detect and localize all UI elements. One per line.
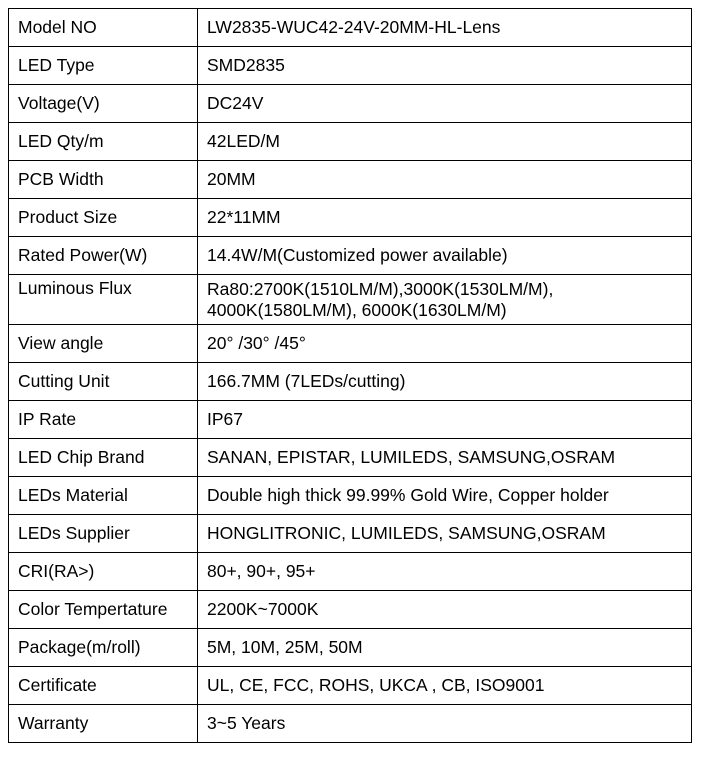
table-row: [9, 401, 692, 439]
row-label: Warranty: [9, 705, 198, 743]
row-value: UL, CE, FCC, ROHS, UKCA , CB, ISO9001: [198, 667, 692, 705]
row-label: LEDs Material: [9, 477, 198, 515]
table-row: [9, 275, 692, 325]
row-value: 2200K~7000K: [198, 591, 692, 629]
row-value: IP67: [198, 401, 692, 439]
table-row: [9, 667, 692, 705]
row-value: HONGLITRONIC, LUMILEDS, SAMSUNG,OSRAM: [198, 515, 692, 553]
row-label: Voltage(V): [9, 85, 198, 123]
table-row: [9, 439, 692, 477]
row-value: SMD2835: [198, 47, 692, 85]
row-value: 3~5 Years: [198, 705, 692, 743]
row-value: 42LED/M: [198, 123, 692, 161]
table-row: [9, 85, 692, 123]
row-value: DC24V: [198, 85, 692, 123]
row-value: 166.7MM (7LEDs/cutting): [198, 363, 692, 401]
table-row: [9, 629, 692, 667]
row-label: LED Chip Brand: [9, 439, 198, 477]
row-value: 14.4W/M(Customized power available): [198, 237, 692, 275]
row-value: 20° /30° /45°: [198, 325, 692, 363]
table-row: [9, 325, 692, 363]
row-label: LED Type: [9, 47, 198, 85]
table-row: [9, 477, 692, 515]
row-value: 20MM: [198, 161, 692, 199]
row-label: Model NO: [9, 9, 198, 47]
row-value: SANAN, EPISTAR, LUMILEDS, SAMSUNG,OSRAM: [198, 439, 692, 477]
row-label: Certificate: [9, 667, 198, 705]
row-label: LEDs Supplier: [9, 515, 198, 553]
table-row: [9, 123, 692, 161]
row-value: [198, 275, 692, 325]
table-row: [9, 705, 692, 743]
table-row: [9, 515, 692, 553]
row-label: CRI(RA>): [9, 553, 198, 591]
table-row: [9, 199, 692, 237]
spec-table: [8, 8, 692, 743]
row-label: Cutting Unit: [9, 363, 198, 401]
row-value: 5M, 10M, 25M, 50M: [198, 629, 692, 667]
row-value: 80+, 90+, 95+: [198, 553, 692, 591]
table-row: [9, 553, 692, 591]
row-label: LED Qty/m: [9, 123, 198, 161]
row-value-line: 4000K(1580LM/M), 6000K(1630LM/M): [207, 300, 507, 320]
row-value-line: Ra80:2700K(1510LM/M),3000K(1530LM/M),: [207, 279, 554, 299]
table-row: [9, 363, 692, 401]
row-label: View angle: [9, 325, 198, 363]
row-label: Product Size: [9, 199, 198, 237]
row-value: Double high thick 99.99% Gold Wire, Copper holder: [198, 477, 692, 515]
row-label: Color Tempertature: [9, 591, 198, 629]
row-label: Luminous Flux: [9, 275, 198, 325]
row-value: 22*11MM: [198, 199, 692, 237]
row-label: IP Rate: [9, 401, 198, 439]
row-label: Rated Power(W): [9, 237, 198, 275]
table-row: [9, 591, 692, 629]
row-value: LW2835-WUC42-24V-20MM-HL-Lens: [198, 9, 692, 47]
table-row: [9, 9, 692, 47]
table-row: [9, 161, 692, 199]
table-row: [9, 47, 692, 85]
row-label: Package(m/roll): [9, 629, 198, 667]
row-label: PCB Width: [9, 161, 198, 199]
table-row: [9, 237, 692, 275]
